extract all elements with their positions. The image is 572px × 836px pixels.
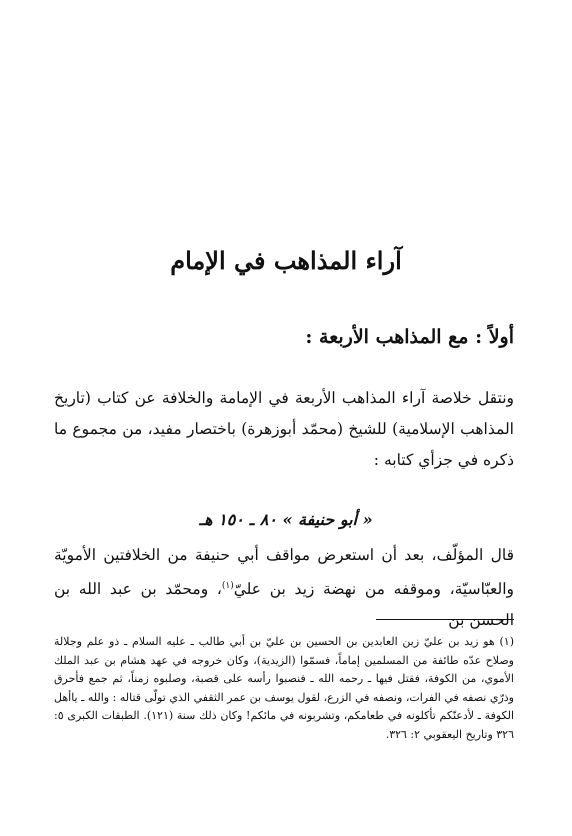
footnote-text: (١) هو زيد بن عليّ زين العابدين بن الحسين بن عليّ بن أبي طالب ـ عليه السلام ـ ذو علم وجلالة وصلاح عدّه طائفة من المسلمين إماماً، فسمّوا (الزيدية)، وكان خروجه في عهد هشام بن عبد الملك الأموي، من الكوفة، فقتل فيها ـ رحمه الله ـ فنصبوا رأسه على قصبة، وصلبوه زمناً، ثم جمع فأحرق وذرّي نصفه في الفرات، ونصفه في الزرع، لقول يوسف بن عمر الثقفي الذي تولّى قتاله : والله ـ ياأهل الكوفة ـ لأدعنّكم تأكلونه في طعامكم، وتشربونه في مائكم! وكان ذلك سنة (١٢١). الطبقات الكبرى ٥: ٣٢٦ وتاريخ اليعقوبي ٢: ٣٢٦. — [54, 635, 515, 741]
body-text-part2: ، ومحمّد بن عبد الله بن الحسن بن — [54, 580, 514, 630]
subheading: « أبو حنيفة » ٨٠ ـ ١٥٠ هـ — [199, 510, 373, 529]
body-paragraph — [54, 540, 514, 636]
body-text-part1: قال المؤلّف، بعد أن استعرض مواقف أبي حنيفة من الخلافتين الأمويّة والعبّاسيّة، وموقفه من نهضة زيد بن عليّ — [54, 546, 514, 599]
chapter-title: آراء المذاهب في الإمام — [170, 246, 402, 275]
section-heading: أولاً : مع المذاهب الأربعة : — [305, 326, 514, 348]
footnote — [54, 633, 514, 745]
footnote-marker: (١) — [221, 581, 234, 591]
footnote-divider — [376, 619, 514, 620]
intro-text: ونتقل خلاصة آراء المذاهب الأربعة في الإمامة والخلافة عن كتاب (تاريخ المذاهب الإسلامية) للشيخ (محمّد أبوزهرة) باختصار مفيد، من مجموع ما ذكره في جزأي كتابه : — [54, 389, 514, 469]
intro-paragraph — [54, 383, 514, 476]
